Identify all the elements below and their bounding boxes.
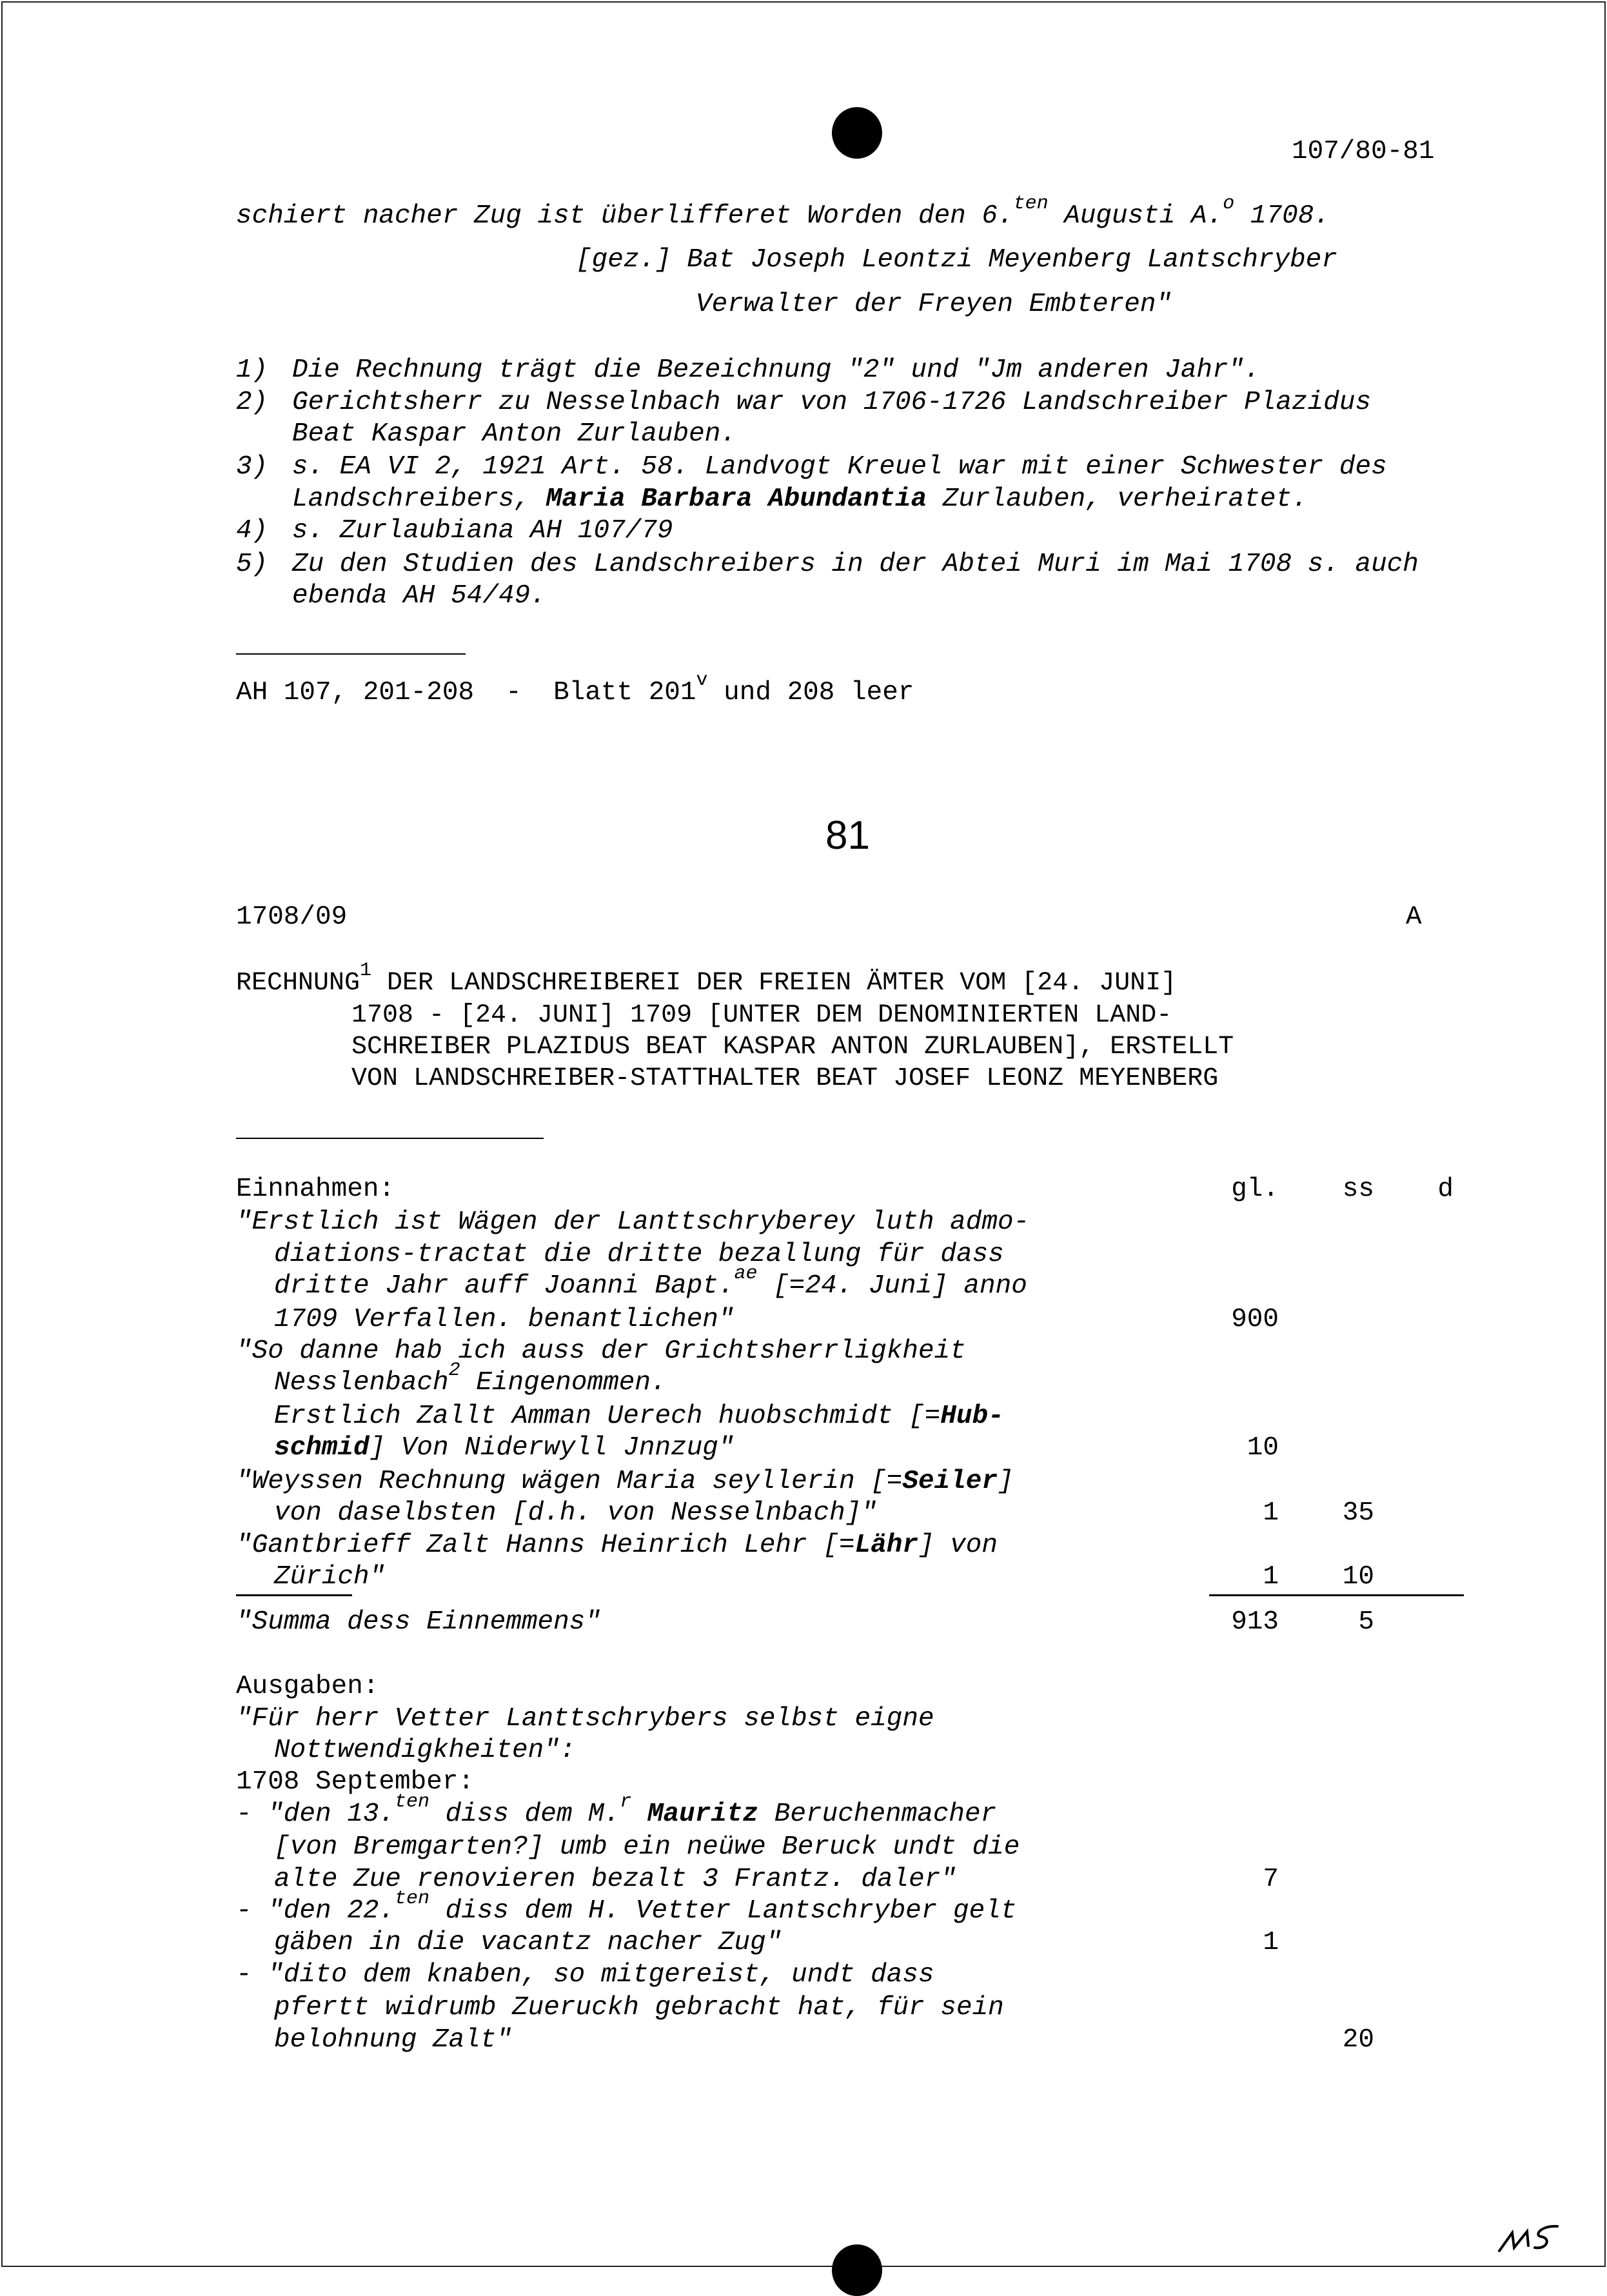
footnote-text: ebenda AH 54/49. [292,581,546,611]
footnote-number: 5) [236,549,268,579]
sum-label: "Summa dess Einnemmens" [236,1607,601,1637]
entry-text: belohnung Zalt" [274,2025,513,2055]
footnote-text: Gerichtsherr zu Nesselnbach war von 1706-1726 Landschreiber Plazidus [292,388,1372,417]
amount-gl: 1 [1263,1562,1279,1592]
entry-text: Nesslenbach$^2$ Eingenommen. [274,1360,667,1398]
separator-rule [236,1138,544,1139]
amount-gl: 7 [1263,1865,1279,1894]
footnote-number: 4) [236,516,268,546]
column-header-d: d [1437,1174,1454,1204]
entry-text: dritte Jahr auff Joanni Bapt.$^{ae}$ [=24. Juni] anno [274,1263,1027,1301]
entry-text: pfertt widrumb Zueruckh gebracht hat, für sein [274,1993,1004,2023]
footnote-text: Die Rechnung trägt die Bezeichnung "2" und "Jm anderen Jahr". [292,355,1260,385]
document-number: 81 [825,813,870,858]
document-letter: A [1406,902,1422,932]
income-heading: Einnahmen: [236,1174,395,1204]
signature-title: Verwalter der Freyen Embteren" [696,290,1172,319]
punch-hole-bottom [832,2244,882,2296]
entry-text: "Gantbrieff Zalt Hanns Heinrich Lehr [=Lähr] von [236,1530,998,1560]
column-header-ss: ss [1342,1174,1374,1204]
footnote-number: 1) [236,355,268,385]
entry-text: "Erstlich ist Wägen der Lanttschryberey luth admo- [236,1207,1030,1237]
amount-ss: 35 [1342,1498,1374,1528]
sum-ss: 5 [1358,1607,1374,1637]
entry-text: - "den 22.$^{ten}$ diss dem H. Vetter Lantschryber gelt [236,1888,1017,1926]
title-line: 1708 - [24. JUNI] 1709 [UNTER DEM DENOMINIERTEN LAND- [351,1001,1172,1030]
signature-line: [gez.] Bat Joseph Leontzi Meyenberg Lantschryber [576,245,1337,275]
entry-text: diations-tractat die dritte bezallung für dass [274,1240,1004,1269]
page-border [1,1,1606,2267]
text-underline [236,1594,352,1596]
footnote-number: 2) [236,388,268,417]
title-line: SCHREIBER PLAZIDUS BEAT KASPAR ANTON ZURLAUBEN], ERSTELLT [351,1033,1234,1062]
entry-text: "Für herr Vetter Lanttschrybers selbst eigne [236,1704,934,1734]
title-line: VON LANDSCHREIBER-STATTHALTER BEAT JOSEF LEONZ MEYENBERG [351,1064,1219,1093]
footnote-text: Landschreibers, Maria Barbara Abundantia Zurlauben, verheiratet. [292,484,1308,514]
amount-gl: 1 [1263,1498,1279,1528]
handwritten-initials [1496,2219,1567,2257]
column-header-gl: gl. [1231,1174,1279,1204]
entry-text: Zürich" [274,1562,386,1592]
amount-gl: 1 [1263,1928,1279,1957]
footnote-text: Beat Kaspar Anton Zurlauben. [292,419,736,449]
entry-text: schmid] Von Niderwyll Jnnzug" [274,1433,734,1463]
page-reference: 107/80-81 [1292,137,1435,166]
footnote-text: s. Zurlaubiana AH 107/79 [292,516,673,546]
entry-text: Erstlich Zallt Amman Uerech huobschmidt [=Hub- [274,1401,1004,1431]
entry-text: "Weyssen Rechnung wägen Maria seyllerin [=Seiler] [236,1467,1014,1496]
sum-rule [1209,1594,1464,1596]
amount-ss: 20 [1342,2025,1374,2055]
amount-ss: 10 [1342,1562,1374,1592]
entry-text: gäben in die vacantz nacher Zug" [274,1928,782,1957]
footnote-text: Zu den Studien des Landschreibers in der Abtei Muri im Mai 1708 s. auch [292,549,1419,579]
sum-gl: 913 [1231,1607,1279,1637]
title-line: RECHNUNG$^1$ DER LANDSCHREIBEREI DER FREIEN ÄMTER VOM [24. JUNI] [236,960,1177,998]
entry-text: alte Zue renovieren bezalt 3 Frantz. daler" [274,1865,956,1894]
entry-text: - "dito dem knaben, so mitgereist, undt dass [236,1960,934,1990]
month-heading: 1708 September: [236,1767,475,1797]
entry-text: - "den 13.$^{ten}$ diss dem M.$^r$ Mauritz Beruchenmacher [236,1791,997,1829]
footnote-number: 3) [236,452,268,482]
entry-text: "So danne hab ich auss der Grichtsherrligkheit [236,1336,966,1366]
entry-text: [von Bremgarten?] umb ein neüwe Beruck undt die [274,1832,1020,1862]
entry-text: 1709 Verfallen. benantlichen" [274,1305,734,1334]
entry-text: von daselbsten [d.h. von Nesselnbach]" [274,1498,877,1528]
continuation-line-1: schiert nacher Zug ist überlifferet Worden den 6.$^{ten}$ Augusti A.$^o$ 1708. [236,193,1330,231]
punch-hole-top [832,107,882,159]
separator-rule [236,653,466,655]
footnote-text: s. EA VI 2, 1921 Art. 58. Landvogt Kreuel war mit einer Schwester des [292,452,1387,482]
expense-heading: Ausgaben: [236,1672,379,1701]
entry-text: Nottwendigkheiten": [274,1736,576,1765]
amount-gl: 10 [1247,1433,1279,1463]
document-date: 1708/09 [236,902,348,932]
source-reference: AH 107, 201-208 - Blatt 201$^v$ und 208 leer [236,669,914,708]
amount-gl: 900 [1231,1305,1279,1334]
